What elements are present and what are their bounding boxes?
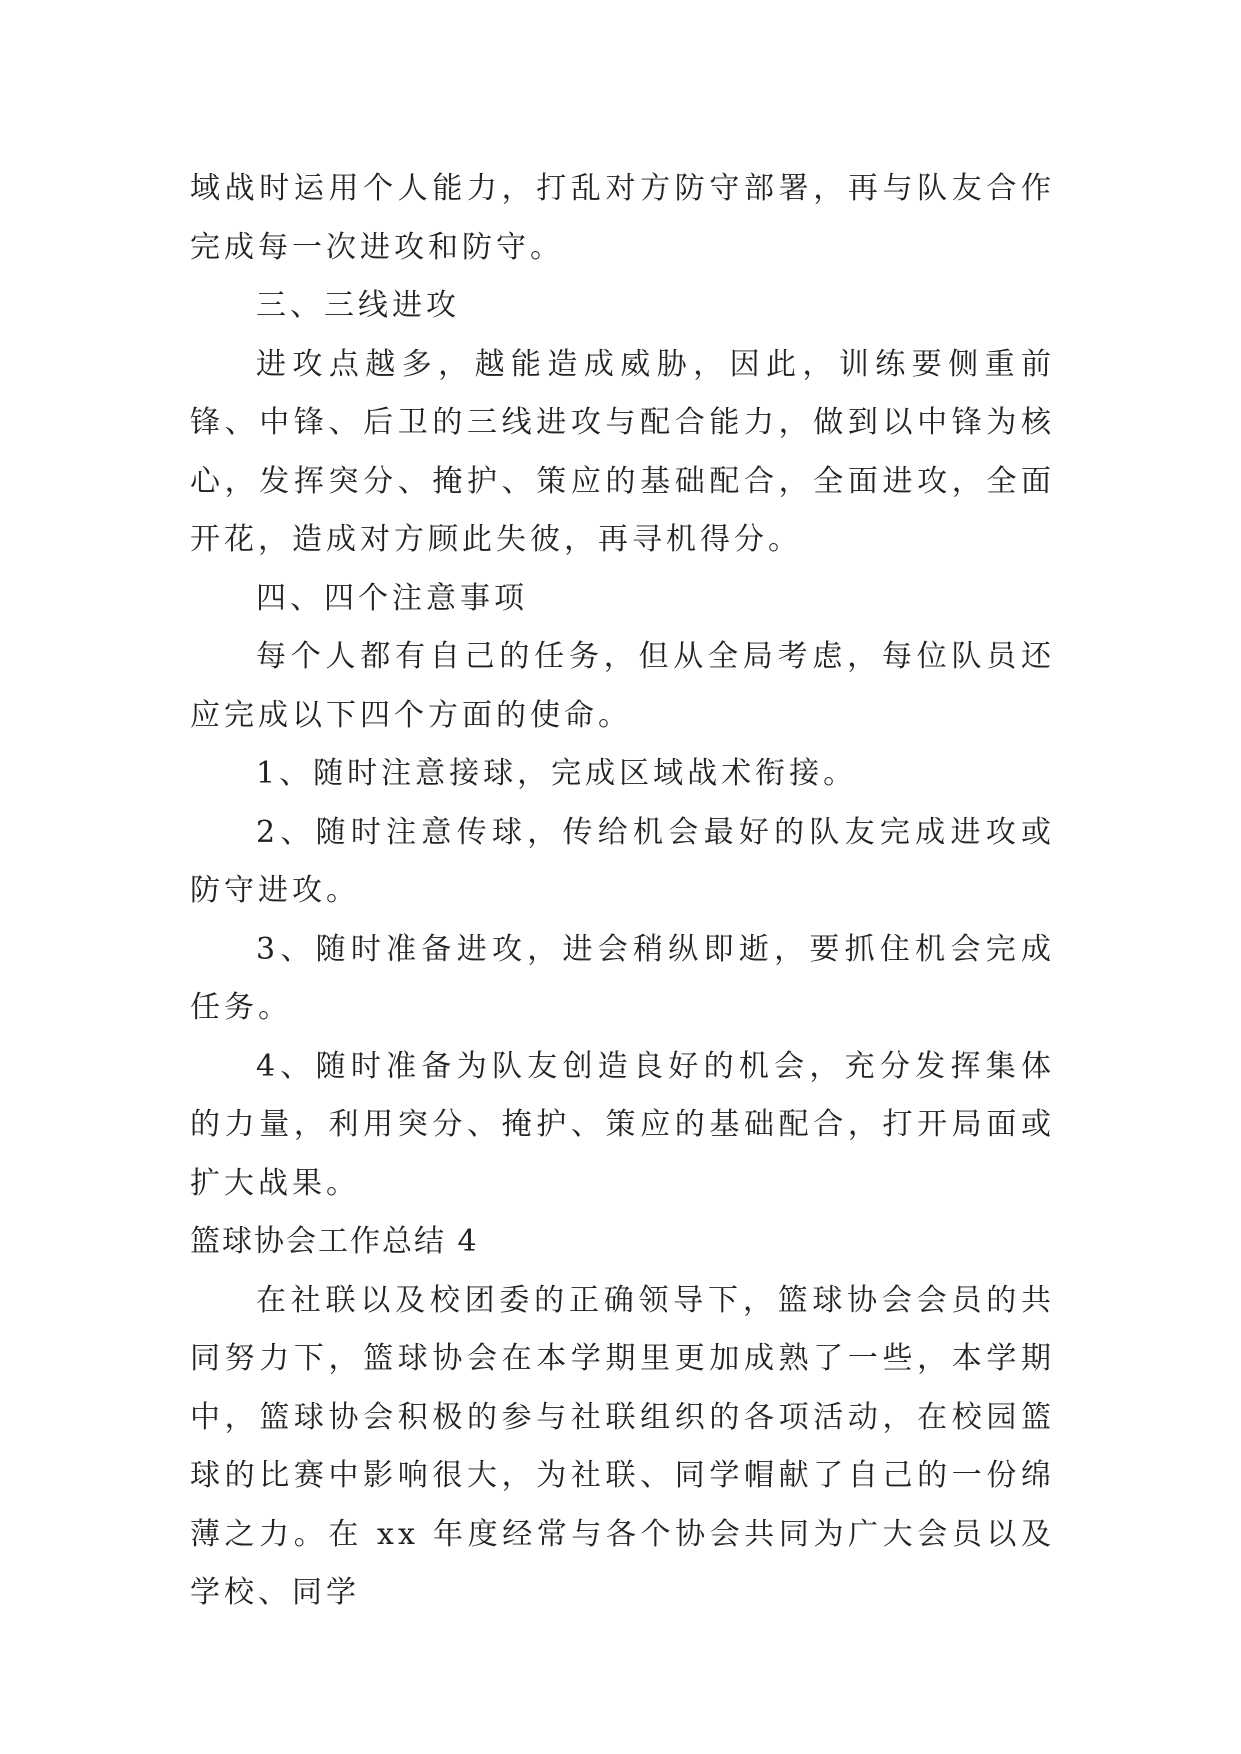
- paragraph-four-notes-intro: 每个人都有自己的任务，但从全局考虑，每位队员还应完成以下四个方面的使命。: [190, 639, 1055, 733]
- paragraph-continuation: 域战时运用个人能力，打乱对方防守部署，再与队友合作完成每一次进攻和防守。: [190, 171, 1055, 265]
- heading-three-line-attack: 三、三线进攻: [256, 288, 460, 323]
- list-item-4: 4、随时准备为队友创造良好的机会，充分发挥集体的力量，利用突分、掩护、策应的基础配合，打开局面或扩大战果。: [190, 1048, 1055, 1201]
- list-item-1: 1、随时注意接球，完成区域战术衔接。: [256, 756, 858, 791]
- section-paragraph: 在社联以及校团委的正确领导下，篮球协会会员的共同努力下，篮球协会在本学期里更加成熟了一些，本学期中，篮球协会积极的参与社联组织的各项活动，在校园篮球的比赛中影响很大，为社联、同学帽献了自己的一份绵薄之力。在 xx 年度经常与各个协会共同为广大会员以及学校、同学: [190, 1282, 1055, 1610]
- document-page: [190, 160, 1055, 1623]
- list-item-3: 3、随时准备进攻，进会稍纵即逝，要抓住机会完成任务。: [190, 931, 1055, 1025]
- list-item-2: 2、随时注意传球，传给机会最好的队友完成进攻或防守进攻。: [190, 814, 1055, 908]
- heading-four-notes: 四、四个注意事项: [256, 580, 528, 616]
- section-title: 篮球协会工作总结 4: [190, 1224, 479, 1259]
- paragraph-three-line-attack: 进攻点越多，越能造成威胁，因此，训练要侧重前锋、中锋、后卫的三线进攻与配合能力，做到以中锋为核心，发挥突分、掩护、策应的基础配合，全面进攻，全面开花，造成对方顾此失彼，再寻机得分。: [190, 346, 1055, 557]
